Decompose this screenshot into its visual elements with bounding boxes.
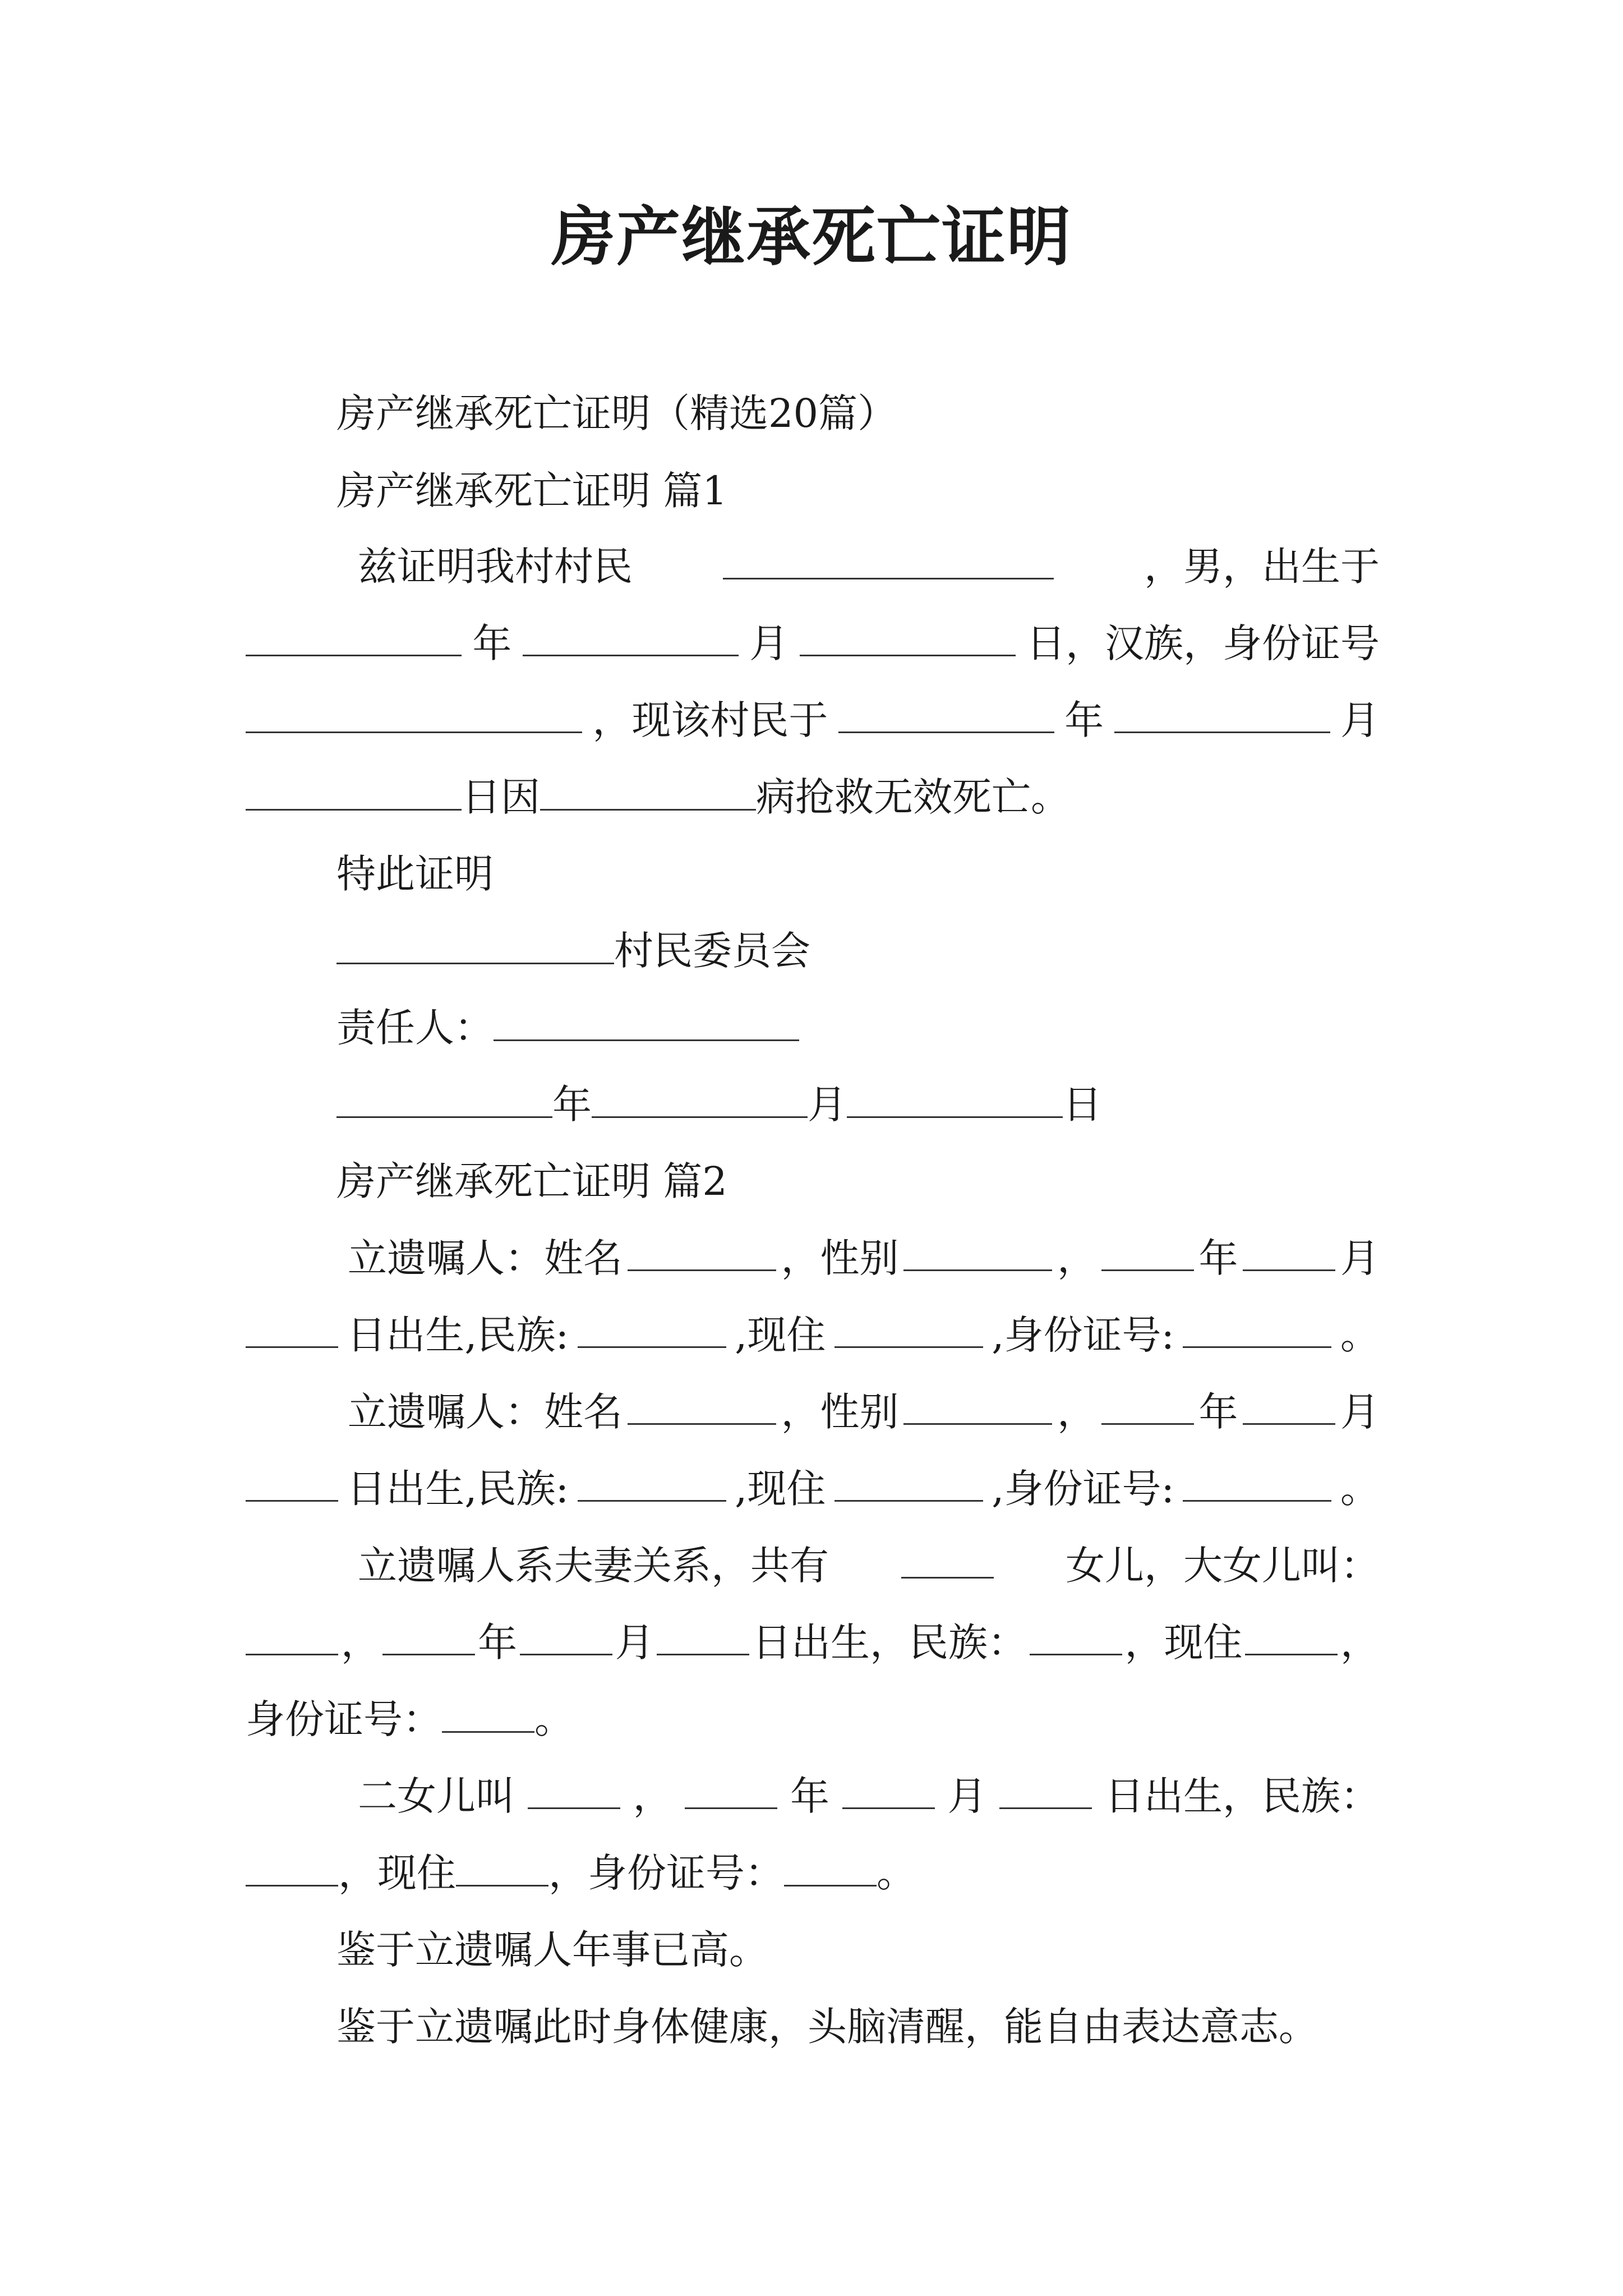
text-segment: 日，汉族，身份证号 — [1026, 620, 1380, 666]
paragraph-line — [246, 615, 1380, 671]
fill-blank — [1243, 1230, 1335, 1271]
text-segment: 立遗嘱人系夫妻关系，共有 — [358, 1543, 829, 1589]
text-segment: 立遗嘱人：姓名 — [348, 1389, 623, 1435]
fill-blank — [784, 1846, 877, 1887]
paragraph-line — [246, 1691, 574, 1747]
paragraph-line — [358, 1768, 1380, 1824]
text-segment: 。 — [877, 1850, 916, 1896]
text-segment: ，男，出生于 — [1144, 544, 1380, 590]
text-segment: 年 — [472, 620, 512, 666]
text-segment: 兹证明我村村民 — [358, 544, 633, 590]
fill-blank — [1101, 1230, 1194, 1271]
month-label: 月 — [808, 1082, 847, 1128]
text-segment: ， — [1340, 1619, 1380, 1665]
fill-blank — [628, 1230, 776, 1271]
text-segment: 日出生，民族： — [1105, 1773, 1380, 1819]
text-segment: 月 — [1340, 697, 1380, 743]
fill-blank — [723, 539, 1054, 579]
paragraph-line: 鉴于立遗嘱人年事已高。 — [336, 1927, 768, 1973]
text-segment: ，性别 — [781, 1235, 899, 1281]
fill-blank — [246, 615, 462, 656]
committee-line — [336, 923, 810, 979]
paragraph-line — [246, 769, 1070, 825]
text-segment: 年 — [1064, 697, 1104, 743]
text-segment: ，性别 — [781, 1389, 899, 1435]
text-segment: 日出生,民族: — [347, 1466, 569, 1512]
fill-blank — [1243, 1384, 1335, 1425]
paragraph-line — [348, 1384, 1380, 1440]
fill-blank — [540, 770, 756, 811]
fill-blank — [903, 1230, 1052, 1271]
fill-blank — [523, 615, 739, 656]
text-segment: 日因 — [462, 774, 540, 820]
fill-blank — [578, 1307, 726, 1348]
text-segment: ,现住 — [735, 1312, 826, 1358]
paragraph-line — [246, 692, 1380, 748]
section-heading-2: 房产继承死亡证明 篇2 — [336, 1158, 727, 1204]
fill-blank — [838, 692, 1054, 733]
text-segment: 。 — [1340, 1466, 1380, 1512]
paragraph-line — [358, 539, 1380, 595]
text-segment: 日出生,民族: — [347, 1312, 569, 1358]
year-label: 年 — [552, 1082, 592, 1128]
text-segment: ，现住 — [338, 1850, 456, 1896]
text-segment: 年 — [1198, 1235, 1238, 1281]
fill-blank — [336, 1077, 552, 1118]
paragraph-line — [246, 1461, 1380, 1517]
text-segment: ， — [1057, 1235, 1096, 1281]
fill-blank — [592, 1077, 808, 1118]
fill-blank — [1114, 692, 1330, 733]
fill-blank — [578, 1461, 726, 1502]
paragraph-line — [246, 1614, 1380, 1671]
text-segment: 二女儿叫 — [358, 1773, 515, 1819]
fill-blank — [834, 1307, 983, 1348]
special-statement: 特此证明 — [336, 851, 494, 897]
text-segment: 日出生，民族： — [752, 1619, 1027, 1665]
fill-blank — [628, 1384, 776, 1425]
document-title: 房产继承死亡证明 — [551, 199, 1072, 274]
text-segment: 病抢救无效死亡。 — [756, 774, 1070, 820]
fill-blank — [1245, 1614, 1338, 1655]
text-segment: 月 — [1340, 1389, 1380, 1435]
text-segment: 女儿，大女儿叫： — [1066, 1543, 1380, 1589]
fill-blank — [685, 1768, 777, 1809]
text-segment: 身份证号： — [246, 1696, 442, 1742]
text-segment: 月 — [615, 1619, 654, 1665]
fill-blank — [520, 1614, 612, 1655]
text-segment: ,现住 — [735, 1466, 826, 1512]
text-segment: ， — [1057, 1389, 1096, 1435]
text-segment: ， — [633, 1773, 672, 1819]
text-segment: ，现该村民于 — [592, 697, 828, 743]
text-segment: ,身份证号: — [992, 1466, 1175, 1512]
fill-blank — [657, 1614, 749, 1655]
fill-blank — [834, 1461, 983, 1502]
section-heading-1: 房产继承死亡证明 篇1 — [336, 468, 727, 514]
fill-blank — [903, 1384, 1052, 1425]
text-segment: 年 — [478, 1619, 518, 1665]
fill-blank — [246, 1614, 338, 1655]
text-segment: ， — [340, 1619, 380, 1665]
text-segment: 立遗嘱人：姓名 — [348, 1235, 623, 1281]
committee-label: 村民委员会 — [614, 928, 810, 974]
fill-blank — [999, 1768, 1092, 1809]
responsible-line — [336, 1000, 799, 1056]
fill-blank — [442, 1692, 534, 1733]
paragraph-line — [348, 1230, 1380, 1286]
day-label: 日 — [1063, 1082, 1102, 1128]
fill-blank — [847, 1077, 1063, 1118]
paragraph-line — [246, 1307, 1380, 1363]
paragraph-line — [358, 1538, 1380, 1594]
fill-blank — [1183, 1307, 1331, 1348]
fill-blank — [494, 1000, 799, 1041]
fill-blank — [246, 1846, 338, 1887]
text-segment: 年 — [790, 1773, 829, 1819]
text-segment: 月 — [947, 1773, 987, 1819]
text-segment: ，身份证号： — [548, 1850, 784, 1896]
fill-blank — [246, 770, 462, 811]
text-segment: ,身份证号: — [992, 1312, 1175, 1358]
fill-blank — [456, 1846, 548, 1887]
fill-blank — [528, 1768, 620, 1809]
fill-blank — [1101, 1384, 1194, 1425]
text-segment: 。 — [1340, 1312, 1380, 1358]
text-segment: 月 — [749, 620, 789, 666]
date-line — [336, 1076, 1102, 1133]
fill-blank — [336, 923, 614, 964]
fill-blank — [842, 1768, 935, 1809]
responsible-label: 责任人： — [336, 1005, 494, 1051]
fill-blank — [246, 692, 582, 733]
fill-blank — [382, 1614, 475, 1655]
paragraph-line — [246, 1845, 916, 1901]
fill-blank — [246, 1461, 338, 1502]
fill-blank — [1030, 1614, 1122, 1655]
text-segment: 。 — [534, 1696, 574, 1742]
text-segment: 年 — [1198, 1389, 1238, 1435]
text-segment: ，现住 — [1124, 1619, 1243, 1665]
fill-blank — [246, 1307, 338, 1348]
paragraph-line: 鉴于立遗嘱此时身体健康，头脑清醒，能自由表达意志。 — [336, 2004, 1318, 2050]
fill-blank — [1183, 1461, 1331, 1502]
fill-blank — [901, 1538, 994, 1579]
document-subtitle: 房产继承死亡证明（精选20篇） — [336, 390, 897, 436]
fill-blank — [800, 615, 1016, 656]
text-segment: 月 — [1340, 1235, 1380, 1281]
